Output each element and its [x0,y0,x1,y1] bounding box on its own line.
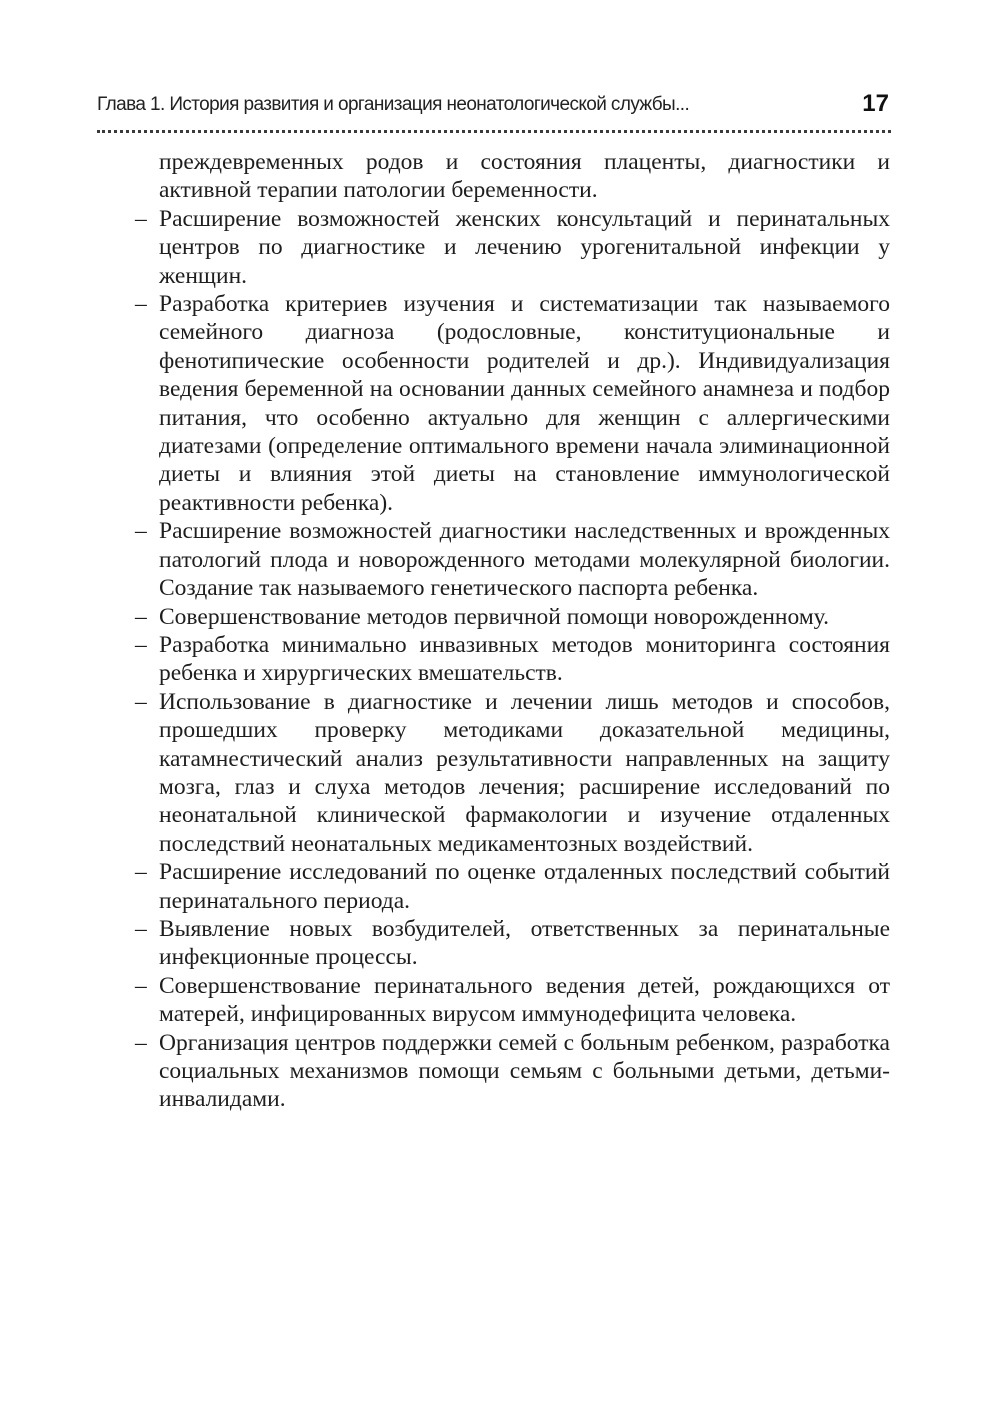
list-item-text: Совершенствование методов первичной помощи новорожденному. [159,603,829,630]
list-item [135,631,890,688]
dash-marker: – [135,291,147,318]
running-header [97,90,891,133]
list-item [135,1029,890,1114]
list-item [135,972,890,1029]
dash-marker: – [135,972,147,999]
list-item-text: Совершенствование перинатального ведения детей, рождающихся от матерей, инфицированных вирусом иммунодефицита человека. [159,972,890,1028]
list-item-text: Разработка критериев изучения и систематизации так называемого семейного диагноза (родословные, конституциональные и фенотипические особенности родителей и др.). Индивидуализация ведения беременной на основании данных семейного анамнеза и подбор питания, что особенно актуально для женщин с аллергическими диатезами (определение оптимального времени начала элиминационной диеты и влияния этой диеты на становление иммунологической реактивности ребенка). [159,291,890,516]
dash-marker: – [135,518,147,545]
list-item-text: Организация центров поддержки семей с больным ребенком, разработка социальных механизмов помощи семьям с больными детьми, детьми-инвалидами. [159,1029,890,1113]
list-item-text: Расширение возможностей женских консультаций и перинатальных центров по диагностике и лечению урогенитальной инфекции у женщин. [159,205,890,289]
dash-marker: – [135,859,147,886]
list-item [135,517,890,602]
dash-marker: – [135,915,147,942]
dash-marker: – [135,631,147,658]
list-item-text: Выявление новых возбудителей, ответственных за перинатальные инфекционные процессы. [159,915,890,971]
dash-marker: – [135,1029,147,1056]
chapter-running-title: Глава 1. История развития и организация неонатологической службы... [97,94,690,115]
page-number: 17 [862,90,889,117]
list-item-text: Расширение возможностей диагностики наследственных и врожденных патологий плода и новорожденного методами молекулярной биологии. Создание так называемого генетического паспорта ребенка. [159,518,890,602]
dash-list [135,205,890,1114]
list-item [135,915,890,972]
dash-marker: – [135,205,147,232]
dash-marker: – [135,688,147,715]
list-item-text: Использование в диагностике и лечении лишь методов и способов, прошедших проверку методиками доказательной медицины, катамнестический анализ результативности направленных на защиту мозга, глаз и слуха методов лечения; расширение исследований по неонатальной клинической фармакологии и изучение отдаленных последствий неонатальных медикаментозных воздействий. [159,688,890,857]
list-item [135,290,890,517]
list-item [135,858,890,915]
list-item [135,603,890,631]
list-item-text: Разработка минимально инвазивных методов мониторинга состояния ребенка и хирургических вмешательств. [159,631,890,687]
page-body [135,148,890,1114]
list-item-text: Расширение исследований по оценке отдаленных последствий событий перинатального периода. [159,859,890,914]
list-item [135,205,890,290]
continued-paragraph: преждевременных родов и состояния плаценты, диагностики и активной терапии патологии беременности. [159,149,890,204]
dash-marker: – [135,603,147,630]
list-item [135,688,890,858]
